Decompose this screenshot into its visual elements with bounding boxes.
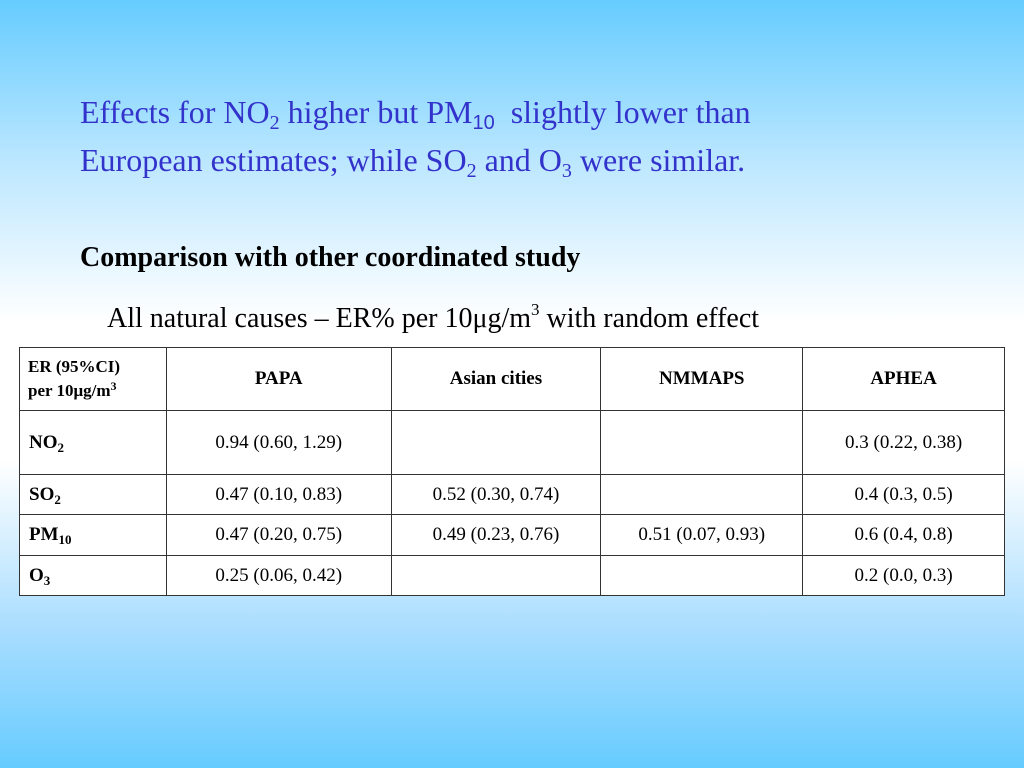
table-cell: 0.25 (0.06, 0.42) <box>166 556 391 596</box>
table-row <box>20 475 1005 515</box>
table-cell: 0.49 (0.23, 0.76) <box>391 515 601 556</box>
headline-text: European estimates; while SO <box>80 142 467 178</box>
headline-text: were similar. <box>571 142 746 178</box>
column-header-nmmaps: NMMAPS <box>601 348 803 411</box>
table-cell <box>391 556 601 596</box>
row-label-so2: $SO_2$ <box>20 475 167 515</box>
column-header-asian-cities: Asian cities <box>391 348 601 411</box>
table-cell <box>601 411 803 475</box>
corner-header <box>20 348 167 411</box>
headline-text: slightly lower than <box>494 94 751 130</box>
corner-header-superscript: 3 <box>110 379 117 393</box>
subtitle-text: with random effect <box>539 303 760 334</box>
corner-header-line: per 10μg/m <box>28 381 111 400</box>
pm10-subscript: 10 <box>472 112 495 134</box>
headline-text: higher but PM <box>279 94 473 130</box>
table-cell: 0.3 (0.22, 0.38) <box>803 411 1005 475</box>
row-label-o3: $O_3$ <box>20 556 167 596</box>
table-cell: 0.47 (0.10, 0.83) <box>166 475 391 515</box>
table-cell: 0.94 (0.60, 1.29) <box>166 411 391 475</box>
table-cell <box>391 411 601 475</box>
table-cell: 0.2 (0.0, 0.3) <box>803 556 1005 596</box>
corner-header-line: ER (95%CI) <box>28 357 121 376</box>
no2-subscript: 2 <box>269 112 280 134</box>
table-row <box>20 411 1005 475</box>
comparison-table <box>19 347 1005 596</box>
table-cell: 0.6 (0.4, 0.8) <box>803 515 1005 556</box>
table-cell <box>601 556 803 596</box>
column-header-aphea: APHEA <box>803 348 1005 411</box>
headline-text: Effects for NO <box>80 94 270 130</box>
table-header-row <box>20 348 1005 411</box>
row-label-pm10: $PM_{10}$ <box>20 515 167 556</box>
table-cell: 0.4 (0.3, 0.5) <box>803 475 1005 515</box>
table-row <box>20 556 1005 596</box>
o3-subscript: 3 <box>561 160 572 182</box>
column-header-papa: PAPA <box>166 348 391 411</box>
subtitle-text: All natural causes – ER% per 10μg/m <box>107 303 532 334</box>
headline-text: and O <box>476 142 562 178</box>
table-subtitle <box>107 300 760 335</box>
subtitle-superscript: 3 <box>531 300 540 319</box>
table-cell: 0.47 (0.20, 0.75) <box>166 515 391 556</box>
table-cell: 0.51 (0.07, 0.93) <box>601 515 803 556</box>
table-row <box>20 515 1005 556</box>
table-cell <box>601 475 803 515</box>
table-cell: 0.52 (0.30, 0.74) <box>391 475 601 515</box>
row-label-no2: $NO_2$ <box>20 411 167 475</box>
headline <box>80 88 980 184</box>
section-title: Comparison with other coordinated study <box>80 242 581 273</box>
so2-subscript: 2 <box>466 160 477 182</box>
